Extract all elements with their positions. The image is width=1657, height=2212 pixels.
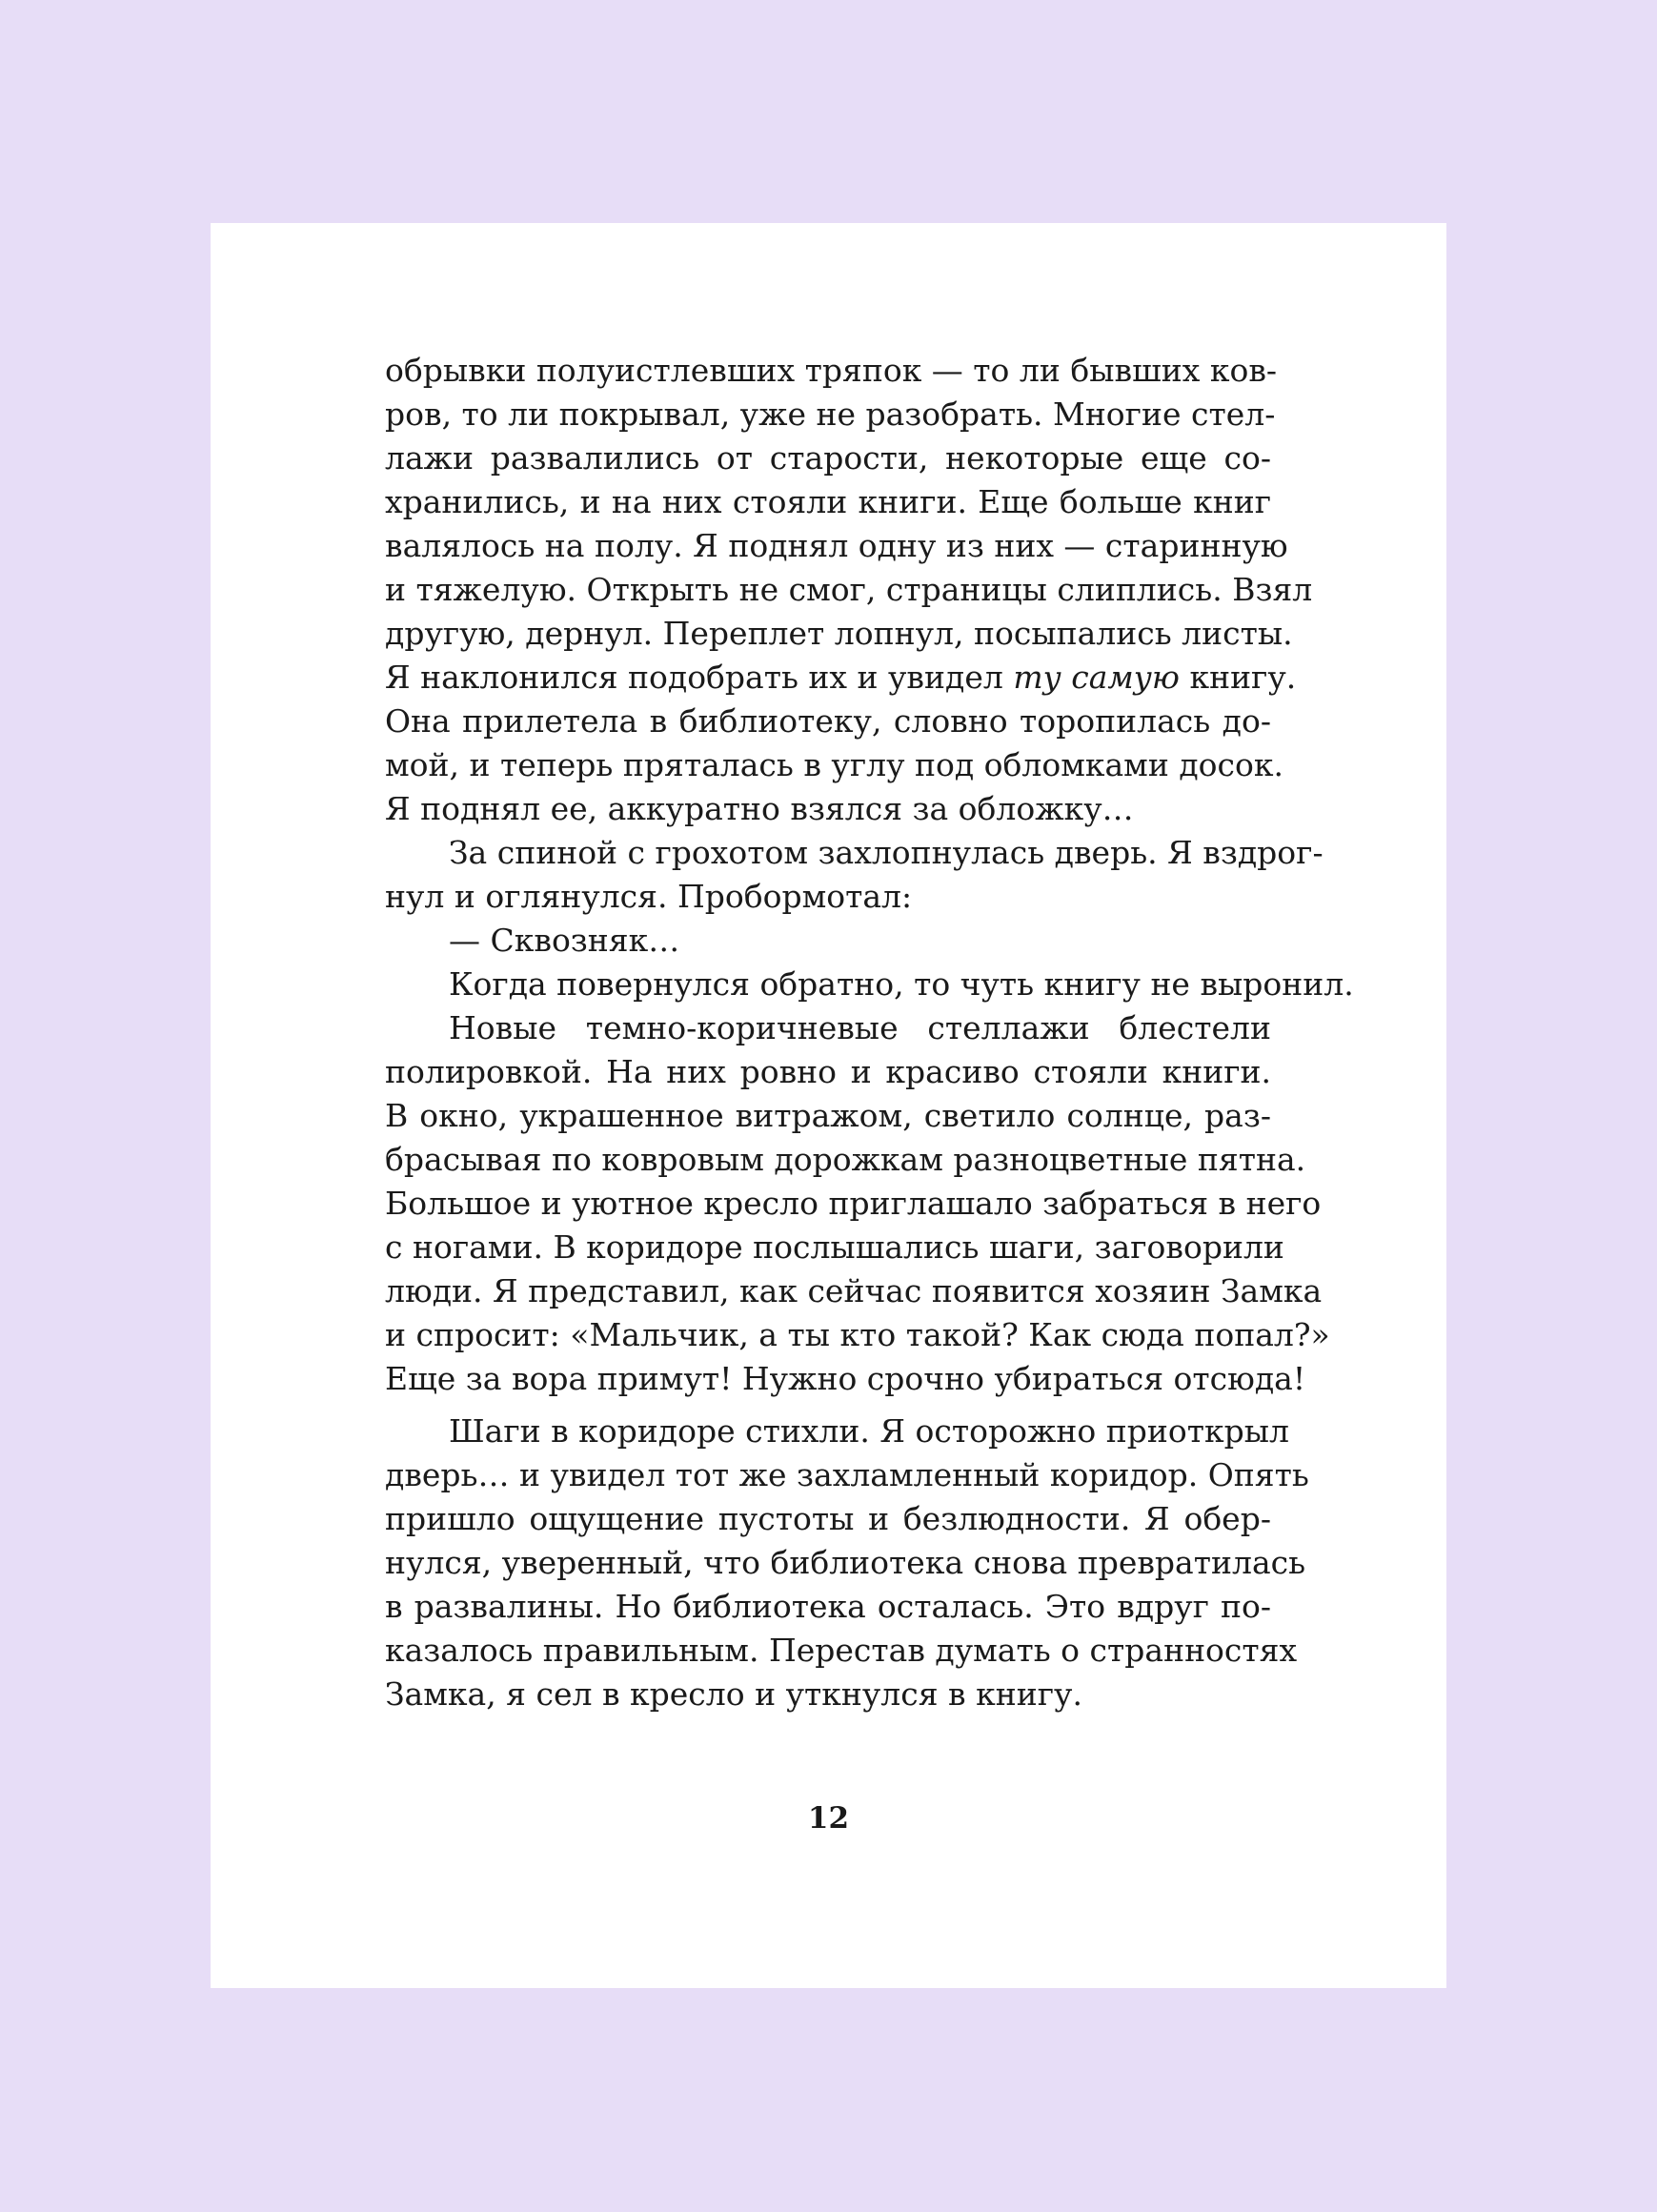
- text-line: мой, и теперь пряталась в углу под обломками досок.: [385, 746, 1283, 783]
- text-line: дверь… и увидел тот же захламленный коридор. Опять: [385, 1456, 1309, 1493]
- text-line: пришло ощущение пустоты и безлюдности. Я обер-: [385, 1500, 1271, 1537]
- text-line: нулся, уверенный, что библиотека снова превратилась: [385, 1544, 1306, 1581]
- text-line: Она прилетела в библиотеку, словно торопилась до-: [385, 702, 1271, 740]
- text-line: В окно, украшенное витражом, светило солнце, раз-: [385, 1097, 1271, 1134]
- text-line: хранились, и на них стояли книги. Еще больше книг: [385, 483, 1271, 520]
- text-line: другую, дернул. Переплет лопнул, посыпались листы.: [385, 615, 1293, 652]
- text-line: брасывая по ковровым дорожкам разноцветные пятна.: [385, 1141, 1306, 1178]
- text-line: и тяжелую. Открыть не смог, страницы слиплись. Взял: [385, 571, 1313, 608]
- text-line: ров, то ли покрывал, уже не разобрать. Многие стел-: [385, 396, 1276, 433]
- text-line: в развалины. Но библиотека осталась. Это вдруг по-: [385, 1588, 1271, 1625]
- text-line: Когда повернулся обратно, то чуть книгу не выронил.: [449, 965, 1354, 1003]
- text-line: обрывки полуистлевших тряпок — то ли бывших ков-: [385, 352, 1278, 389]
- text-line: люди. Я представил, как сейчас появится хозяин Замка: [385, 1272, 1323, 1309]
- text-line: [385, 656, 1297, 700]
- text-line: валялось на полу. Я поднял одну из них — старинную: [385, 527, 1288, 564]
- text-line: Замка, я сел в кресло и уткнулся в книгу.: [385, 1675, 1082, 1713]
- text-line: Шаги в коридоре стихли. Я осторожно приоткрыл: [449, 1412, 1289, 1450]
- page-text: [385, 349, 1354, 1716]
- text-line: — Сквозняк…: [449, 922, 680, 959]
- text-line: За спиной с грохотом захлопнулась дверь. Я вздрог-: [449, 834, 1324, 871]
- text-line: Новые темно-коричневые стеллажи блестели: [449, 1009, 1271, 1046]
- text-line: Большое и уютное кресло приглашало забраться в него: [385, 1185, 1322, 1222]
- text-segment: Я наклонился подобрать их и увидел: [385, 659, 1014, 696]
- text-line: Я поднял ее, аккуратно взялся за обложку…: [385, 790, 1134, 827]
- book-page: [211, 223, 1446, 1988]
- text-line: казалось правильным. Перестав думать о странностях: [385, 1632, 1298, 1669]
- text-line: нул и оглянулся. Пробормотал:: [385, 878, 913, 915]
- text-line: и спросит: «Мальчик, а ты кто такой? Как сюда попал?»: [385, 1316, 1330, 1353]
- text-line: с ногами. В коридоре послышались шаги, заговорили: [385, 1228, 1284, 1266]
- italic-text: ту самую: [1013, 659, 1180, 696]
- text-line: полировкой. На них ровно и красиво стояли книги.: [385, 1053, 1271, 1090]
- text-line: Еще за вора примут! Нужно срочно убираться отсюда!: [385, 1360, 1306, 1397]
- text-line: лажи развалились от старости, некоторые еще со-: [385, 439, 1271, 477]
- page-number: 12: [807, 1801, 850, 1836]
- text-segment: книгу.: [1179, 659, 1297, 696]
